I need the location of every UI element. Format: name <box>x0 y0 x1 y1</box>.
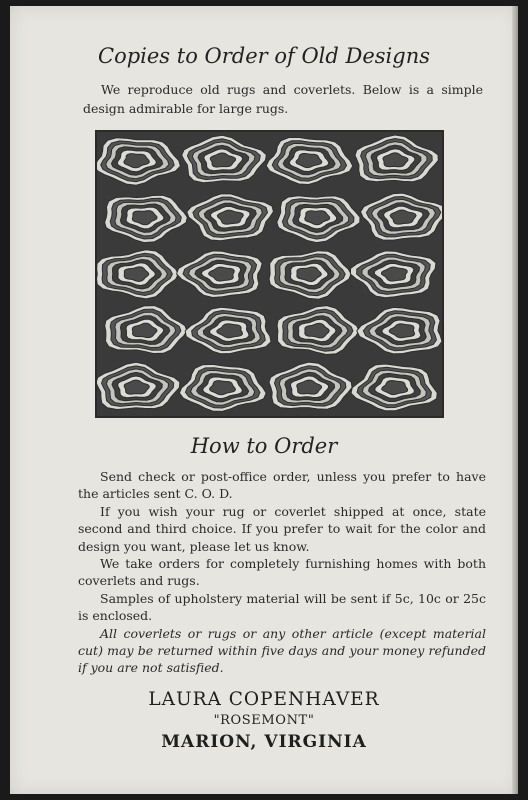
signature-block <box>10 688 518 754</box>
intro-paragraph: We reproduce old rugs and coverlets. Below is a simple design admirable for large rugs. <box>83 82 483 116</box>
instruction-paragraph: Samples of upholstery material will be sent if 5c, 10c or 25c is enclosed. <box>78 590 486 624</box>
instruction-paragraph: We take orders for completely furnishing homes with both coverlets and rugs. <box>78 556 486 589</box>
ordering-instructions <box>78 468 486 677</box>
page-spine-shadow <box>512 6 518 794</box>
returns-policy-paragraph: All coverlets or rugs or any other article (except material cut) may be returned within five days and your money refunded if you are not satisfied. <box>78 625 486 676</box>
section-title-how-to-order: How to Order <box>190 434 338 458</box>
section-title-copies: Copies to Order of Old Designs <box>98 44 430 68</box>
instruction-paragraph: Send check or post-office order, unless you prefer to have the articles sent C. O. D. <box>78 469 486 502</box>
location: MARION, VIRGINIA <box>161 732 367 752</box>
proprietor-name: LAURA COPENHAVER <box>148 689 380 710</box>
instruction-paragraph: If you wish your rug or coverlet shipped at once, state second and third choice. If you prefer to wait for the color and design you want, please let us know. <box>78 503 486 554</box>
hooked-rug-photo <box>97 132 442 416</box>
estate-name: "ROSEMONT" <box>213 713 315 728</box>
rug-pattern-image <box>97 132 442 416</box>
catalog-page <box>10 6 518 794</box>
